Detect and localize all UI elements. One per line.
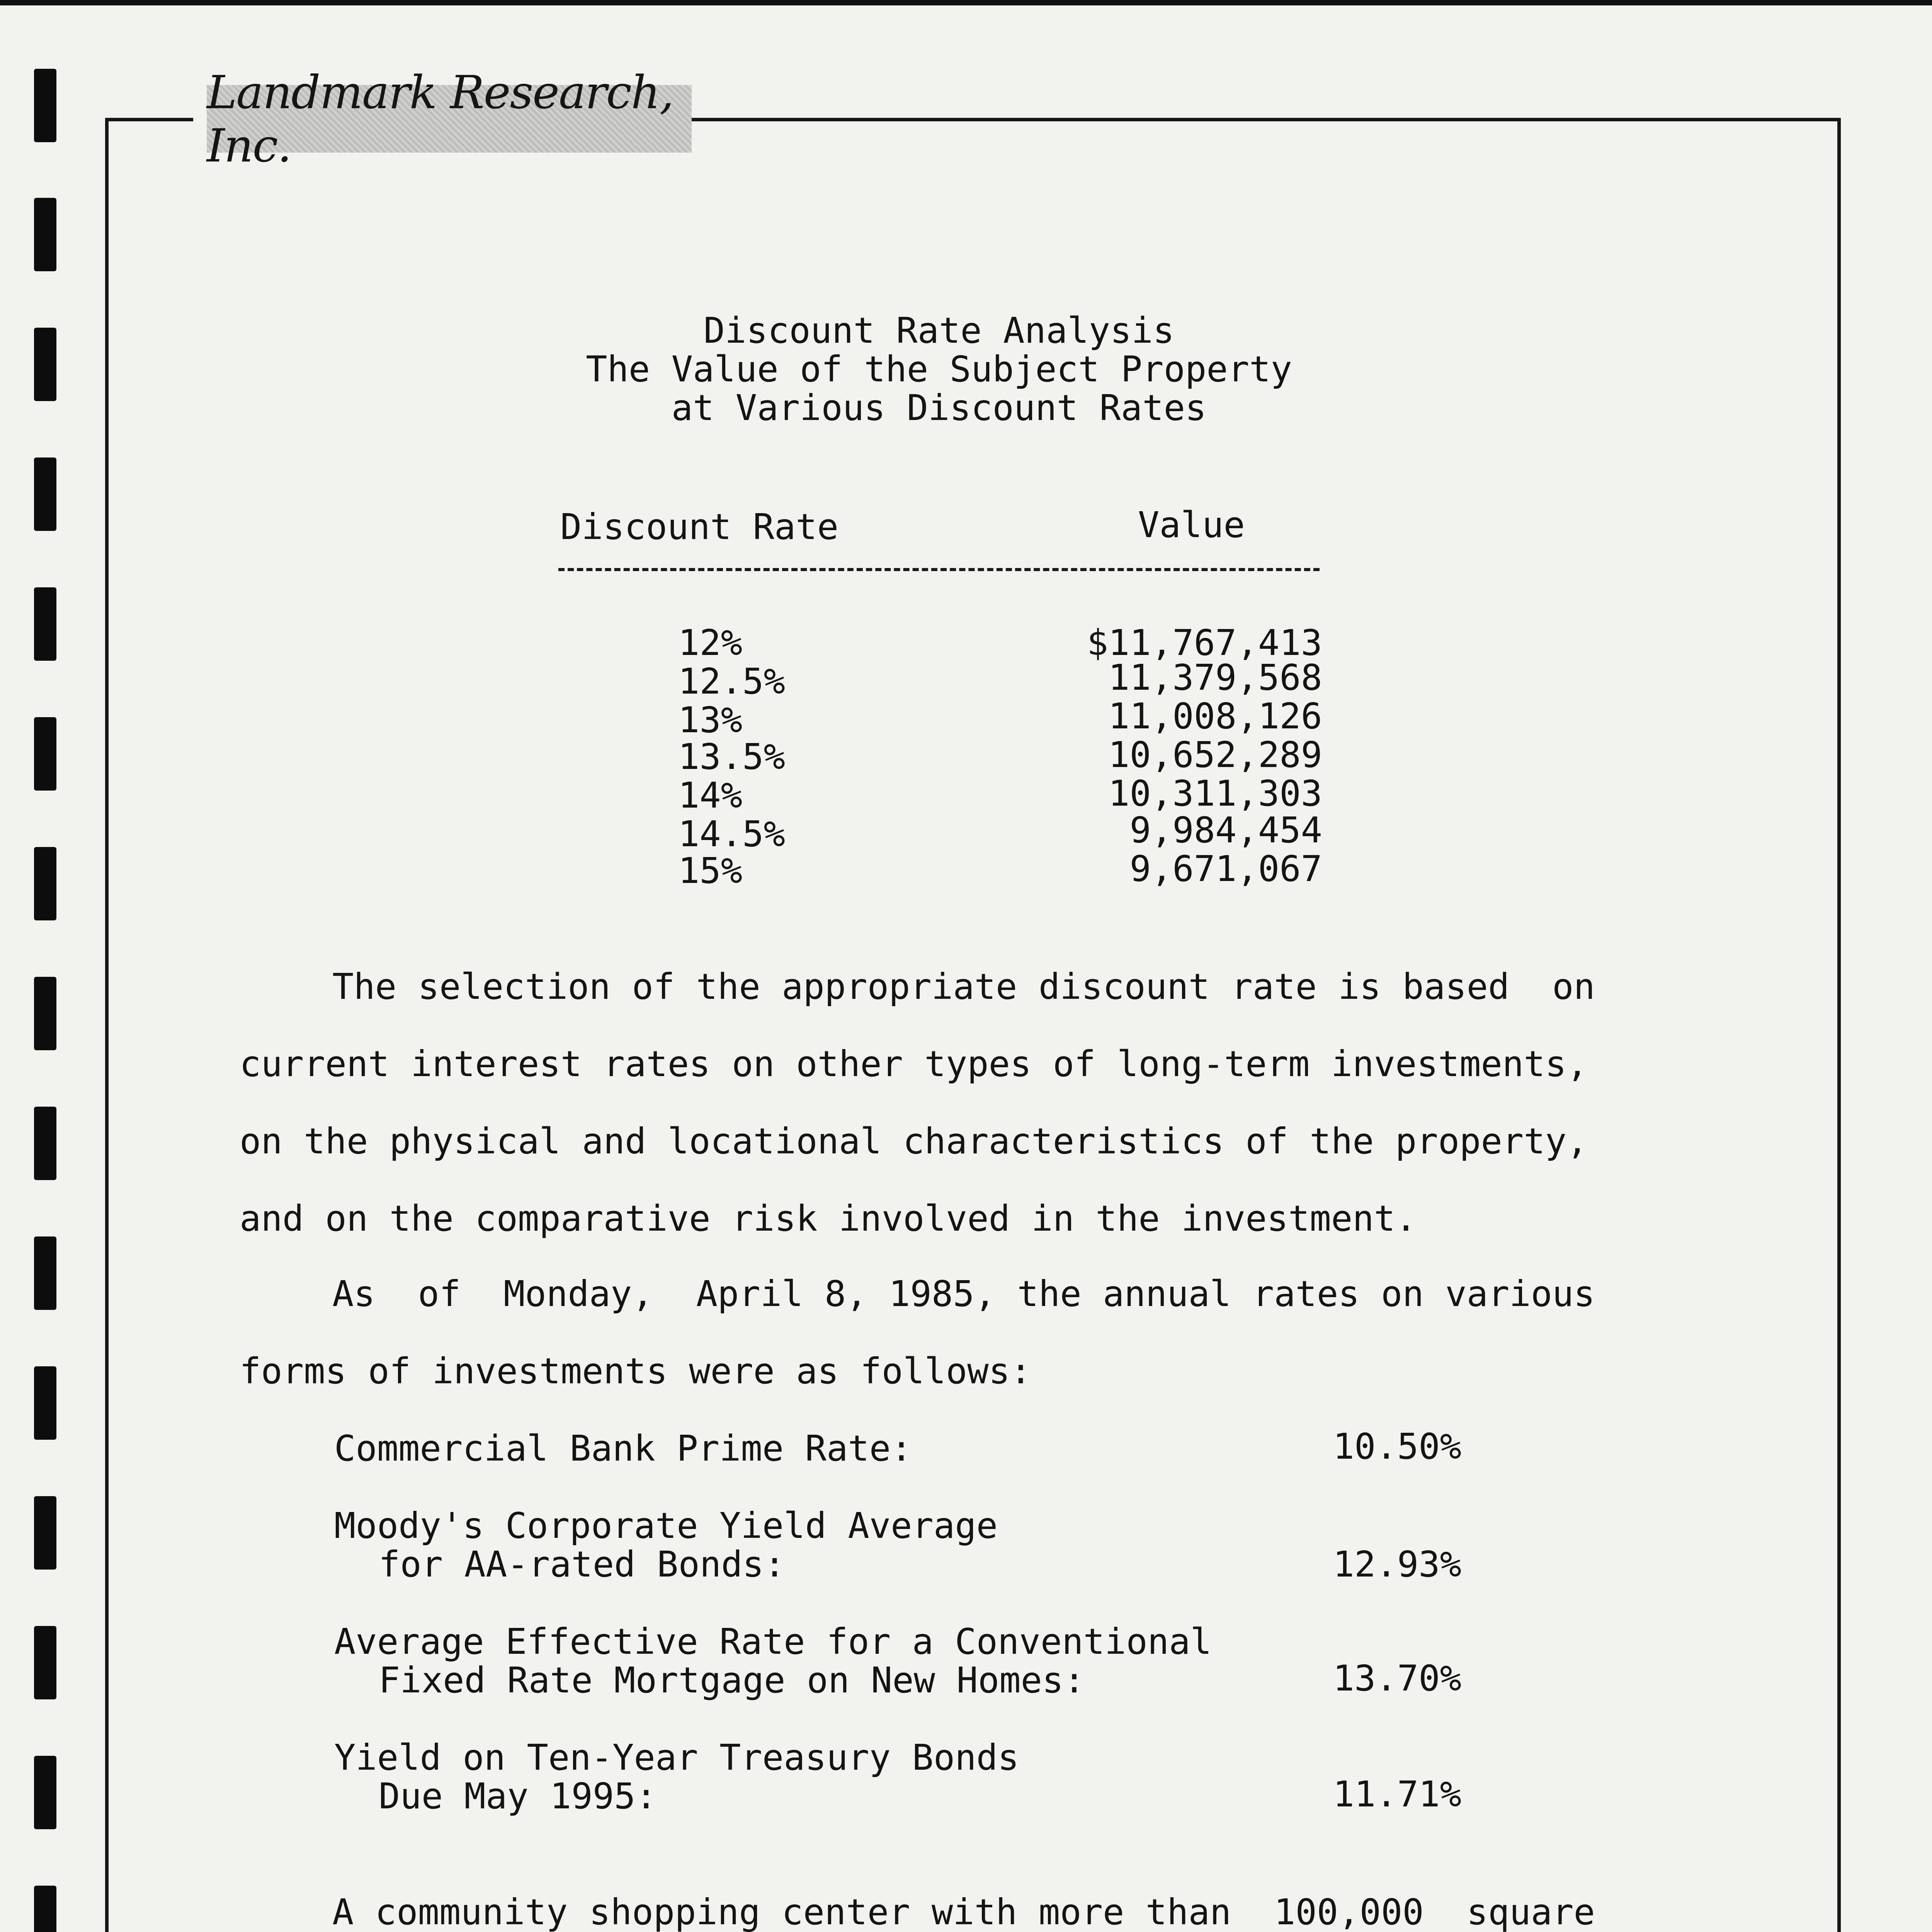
paragraph-line: and on the comparative risk involved in the investment. bbox=[240, 1198, 1417, 1239]
investment-rate: 12.93% bbox=[1333, 1544, 1461, 1585]
table-cell-rate: 13% bbox=[678, 699, 743, 741]
binder-hole bbox=[34, 1626, 56, 1699]
title-line: Discount Rate Analysis bbox=[703, 310, 1175, 351]
binder-hole bbox=[34, 977, 56, 1050]
binder-hole bbox=[34, 69, 56, 142]
page-frame-left bbox=[105, 118, 109, 1932]
title-line: at Various Discount Rates bbox=[671, 387, 1207, 429]
binder-hole bbox=[34, 1886, 56, 1932]
table-cell-value: 10,311,303 bbox=[1108, 773, 1322, 814]
investment-label: Average Effective Rate for a Conventional bbox=[334, 1621, 1212, 1662]
investment-rate: 10.50% bbox=[1333, 1426, 1461, 1467]
table-cell-value: 10,652,289 bbox=[1108, 734, 1322, 776]
binder-hole bbox=[34, 1756, 56, 1829]
table-cell-value: 11,379,568 bbox=[1108, 657, 1322, 698]
column-header-discount-rate: Discount Rate bbox=[560, 506, 839, 548]
investment-label: Commercial Bank Prime Rate: bbox=[334, 1428, 912, 1469]
table-cell-value: 9,671,067 bbox=[1129, 848, 1322, 889]
title-line: The Value of the Subject Property bbox=[586, 349, 1292, 390]
paragraph-line: A community shopping center with more than 100,000 square bbox=[332, 1891, 1595, 1932]
paragraph-line: forms of investments were as follows: bbox=[240, 1350, 1032, 1392]
paragraph-line: current interest rates on other types of long-term investments, bbox=[240, 1043, 1588, 1085]
investment-label: for AA-rated Bonds: bbox=[379, 1544, 786, 1585]
binder-hole bbox=[34, 1496, 56, 1570]
page-frame-right bbox=[1837, 118, 1841, 1932]
company-logo bbox=[207, 65, 692, 172]
table-cell-rate: 15% bbox=[678, 850, 743, 891]
table-cell-value: 9,984,454 bbox=[1129, 810, 1322, 851]
table-cell-rate: 14% bbox=[678, 775, 743, 816]
paragraph-line: on the physical and locational characteristics of the property, bbox=[240, 1121, 1588, 1162]
investment-label: Yield on Ten-Year Treasury Bonds bbox=[334, 1737, 1019, 1778]
binder-hole bbox=[34, 328, 56, 401]
investment-label: Fixed Rate Mortgage on New Homes: bbox=[379, 1660, 1085, 1701]
page-frame-top bbox=[105, 118, 193, 121]
table-cell-value: 11,008,126 bbox=[1108, 696, 1322, 737]
binder-hole bbox=[34, 847, 56, 920]
paragraph-line: The selection of the appropriate discount rate is based on bbox=[332, 966, 1595, 1007]
column-header-value: Value bbox=[1138, 504, 1245, 546]
binder-hole bbox=[34, 1236, 56, 1310]
investment-label: Due May 1995: bbox=[379, 1776, 657, 1817]
table-cell-rate: 13.5% bbox=[678, 736, 785, 777]
table-cell-rate: 14.5% bbox=[678, 813, 785, 855]
page-frame-top bbox=[692, 118, 1841, 121]
logo-text: Landmark Research, Inc. bbox=[207, 65, 673, 172]
investment-label: Moody's Corporate Yield Average bbox=[334, 1505, 998, 1546]
investment-rate: 13.70% bbox=[1333, 1658, 1461, 1699]
binder-hole bbox=[34, 717, 56, 791]
table-cell-rate: 12.5% bbox=[678, 661, 785, 702]
scan-top-edge bbox=[0, 0, 1932, 5]
binder-hole bbox=[34, 457, 56, 531]
binder-hole bbox=[34, 587, 56, 661]
binder-hole bbox=[34, 1366, 56, 1440]
table-cell-value: $11,767,413 bbox=[1087, 622, 1322, 663]
paragraph-line: As of Monday, April 8, 1985, the annual rates on various bbox=[332, 1273, 1595, 1315]
table-cell-rate: 12% bbox=[678, 622, 743, 663]
binder-hole bbox=[34, 198, 56, 271]
investment-rate: 11.71% bbox=[1333, 1774, 1461, 1815]
table-divider bbox=[558, 568, 1320, 571]
binder-hole bbox=[34, 1107, 56, 1180]
